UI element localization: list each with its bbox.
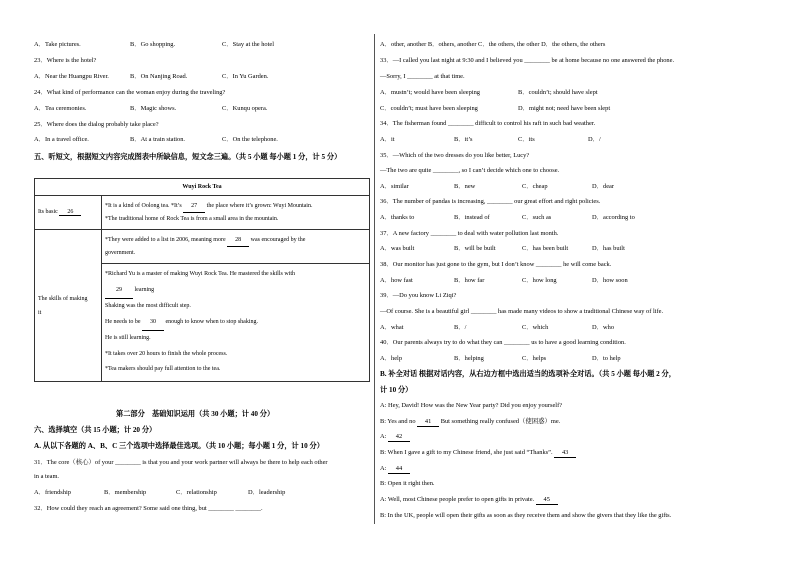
list-line-1 bbox=[105, 234, 366, 247]
dialog-line-6: B: Open it right then. bbox=[380, 480, 435, 487]
table-row-list-content bbox=[102, 230, 370, 264]
q33-stem: 33．—I called you last night at 9:30 and I believed you ________ be at home because no one answered the phone. bbox=[380, 57, 675, 64]
q31-option-a: A．friendship bbox=[34, 489, 71, 496]
dialog-line-7a: A: Well, most Chinese people prefer to open gifts in private. bbox=[380, 496, 536, 503]
blank-44[interactable]: 44 bbox=[388, 465, 410, 474]
q40-option-c: C．helps bbox=[522, 355, 547, 362]
q39-stem-2: —Of course. She is a beautiful girl ________ has made many videos to show a traditional Chinese way of life. bbox=[380, 308, 664, 315]
q33-option-a: A．mustn’t; would have been sleeping bbox=[380, 89, 480, 96]
table-row-basic-label bbox=[35, 196, 102, 230]
q37-option-c: C．has been built bbox=[522, 245, 569, 252]
q39-option-c: C．which bbox=[522, 324, 549, 331]
q36-option-b: B．instead of bbox=[454, 214, 490, 221]
skills-line-2b: learning bbox=[133, 286, 155, 293]
section-a-heading: A. 从以下各题的 A、B、C 三个选项中选择最佳选项。（共 10 小题；每小题 1 分，计 10 分） bbox=[34, 442, 324, 450]
dialog-line-2 bbox=[380, 418, 560, 427]
q31-option-c: C．relationship bbox=[176, 489, 217, 496]
table-row-skills-label bbox=[35, 230, 102, 382]
skills-label-1: The skills of making bbox=[38, 295, 88, 302]
q36-option-c: C．such as bbox=[522, 214, 552, 221]
q25-option-c: C．On the telephone. bbox=[222, 136, 278, 143]
q36-stem: 36．The number of pandas is increasing, ________ our great effort and right policies. bbox=[380, 198, 601, 205]
q22-option-a: A．Take pictures. bbox=[34, 41, 81, 48]
skills-line-4b: enough to know when to stop shaking. bbox=[164, 318, 258, 325]
section-b-heading: B. 补全对话 根据对话内容，从右边方框中选出适当的选项补全对话。（共 5 小题 每小题 2 分， bbox=[380, 370, 676, 378]
skills-line-1: *Richard Yu is a master of making Wuyi Rock Tea. He mastered the skills with bbox=[105, 270, 296, 277]
q32-stem: 32．How could they reach an agreement? Some said one thing, but ________ ________. bbox=[34, 505, 263, 512]
skills-line-4a: He needs to be bbox=[105, 318, 142, 325]
table-row-skills-content bbox=[102, 264, 370, 382]
q31-option-d: D．leadership bbox=[248, 489, 286, 496]
dialog-line-4a: B: When I gave a gift to my Chinese friend, she just said “Thanks”. bbox=[380, 449, 555, 456]
q33-option-b: B．couldn’t; should have slept bbox=[518, 89, 598, 96]
section-b-heading-2: 计 10 分） bbox=[380, 386, 413, 394]
q34-stem: 34．The fisherman found ________ difficult to control his raft in such bad weather. bbox=[380, 120, 596, 127]
q25-option-b: B．At a train station. bbox=[130, 136, 186, 143]
q35-option-d: D．dear bbox=[592, 183, 615, 190]
dialog-line-2a: B: Yes and no bbox=[380, 418, 418, 425]
blank-28[interactable]: 28 bbox=[227, 234, 249, 247]
dialog-line-8: B: In the UK, people will open their gifts as soon as they receive them and show the givers that they like the gifts. bbox=[380, 512, 672, 519]
q34-option-d: D．/ bbox=[588, 136, 601, 143]
q38-option-c: C．how long bbox=[522, 277, 557, 284]
q23-option-a: A．Near the Huangpu River. bbox=[34, 73, 109, 80]
q35-stem-2: —The two are quite ________, so I can’t decide which one to choose. bbox=[380, 167, 560, 174]
dialog-line-7 bbox=[380, 496, 558, 505]
q31-option-b: B．membership bbox=[104, 489, 147, 496]
q35-option-a: A．similar bbox=[380, 183, 409, 190]
q35-stem: 35．—Which of the two dresses do you like better, Lucy? bbox=[380, 152, 530, 159]
blank-27[interactable]: 27 bbox=[183, 200, 205, 213]
q34-option-b: B．it’s bbox=[454, 136, 473, 143]
table-title: Wuyi Rock Tea bbox=[35, 179, 370, 196]
q24-option-b: B．Magic shows. bbox=[130, 105, 177, 112]
section-6-heading: 六、选择填空（共 15 小题；计 20 分） bbox=[34, 426, 157, 434]
q40-stem: 40．Our parents always try to do what they can ________ us to have a good learning condition. bbox=[380, 339, 626, 346]
q22-option-b: B．Go shopping. bbox=[130, 41, 176, 48]
q31-stem: 31．The core（核心）of your ________ is that you and your work partner will always be there to help each other bbox=[34, 459, 328, 466]
dialog-line-2b: But something really confused（使困惑）me. bbox=[439, 418, 561, 425]
q24-option-a: A．Tea ceremonies. bbox=[34, 105, 87, 112]
q32-options: A．other, another B．others, another C．the others, the other D．the others, the others bbox=[380, 41, 606, 48]
list-line-1a: *They were added to a list in 2006, meaning more bbox=[105, 237, 228, 243]
q36-option-d: D．according to bbox=[592, 214, 635, 221]
skills-line-6: *It takes over 20 hours to finish the whole process. bbox=[105, 350, 228, 357]
q35-option-c: C．cheap bbox=[522, 183, 548, 190]
q40-option-a: A．help bbox=[380, 355, 403, 362]
skills-label-2: it bbox=[38, 309, 42, 316]
blank-42[interactable]: 42 bbox=[388, 433, 410, 442]
basic-line-1 bbox=[105, 200, 366, 213]
dialog-line-5a: A: bbox=[380, 465, 388, 472]
blank-26[interactable]: 26 bbox=[59, 209, 81, 216]
q35-option-b: B．new bbox=[454, 183, 476, 190]
q39-stem: 39．—Do you know Li Ziqi? bbox=[380, 292, 457, 299]
blank-29[interactable]: 29 bbox=[105, 283, 133, 300]
wuyi-tea-table bbox=[34, 178, 370, 382]
q31-stem-cont: in a team. bbox=[34, 473, 60, 480]
dialog-line-1: A: Hey, David! How was the New Year party? Did you enjoy yourself? bbox=[380, 402, 563, 409]
q23-stem: 23．Where is the hotel? bbox=[34, 57, 97, 64]
q34-option-a: A．it bbox=[380, 136, 395, 143]
dialog-line-4 bbox=[380, 449, 576, 458]
skills-line-2 bbox=[105, 283, 366, 300]
skills-line-7: *Tea makers should pay full attention to the tea. bbox=[105, 366, 221, 373]
q40-option-d: D．to help bbox=[592, 355, 621, 362]
blank-41[interactable]: 41 bbox=[417, 418, 439, 427]
q39-option-a: A．what bbox=[380, 324, 404, 331]
dialog-line-5 bbox=[380, 465, 410, 474]
q25-stem: 25．Where does the dialog probably take place? bbox=[34, 121, 159, 128]
basic-line-1a: *It is a kind of Oolong tea. *It’s bbox=[105, 203, 184, 209]
basic-line-1b: the place where it’s grown: Wuyi Mountain. bbox=[205, 203, 313, 209]
q37-stem: 37．A new factory ________ to deal with water pollution last month. bbox=[380, 230, 559, 237]
skills-line-3: Shaking was the most difficult step. bbox=[105, 303, 191, 310]
q23-option-c: C．In Yu Garden. bbox=[222, 73, 269, 80]
skills-line-5: He is still learning. bbox=[105, 335, 151, 342]
q22-option-c: C．Stay at the hotel bbox=[222, 41, 275, 48]
q23-option-b: B．On Nanjing Road. bbox=[130, 73, 188, 80]
list-line-1b: was encouraged by the bbox=[249, 237, 306, 243]
blank-45[interactable]: 45 bbox=[536, 496, 558, 505]
q38-option-a: A．how fast bbox=[380, 277, 413, 284]
q37-option-d: D．has built bbox=[592, 245, 625, 252]
skills-line-4 bbox=[105, 315, 366, 332]
q34-option-c: C．its bbox=[518, 136, 535, 143]
q37-option-b: B．will be built bbox=[454, 245, 496, 252]
dialog-line-3 bbox=[380, 433, 410, 442]
list-line-2: government. bbox=[105, 250, 136, 256]
q33-option-d: D．might not; need have been slept bbox=[518, 105, 611, 112]
q39-option-d: D．who bbox=[592, 324, 615, 331]
q38-stem: 38．Our monitor has just gone to the gym, but I don’t know ________ he will come back. bbox=[380, 261, 612, 268]
part-2-heading: 第二部分 基础知识运用（共 30 小题；计 40 分） bbox=[116, 410, 275, 418]
q25-option-a: A．In a travel office. bbox=[34, 136, 89, 143]
q33-stem-2: —Sorry, I ________ at that time. bbox=[380, 73, 465, 80]
table-row-basic-content bbox=[102, 196, 370, 230]
q33-option-c: C．couldn’t; must have been sleeping bbox=[380, 105, 478, 112]
section-5-heading: 五、听短文，根据短文内容完成图表中所缺信息，短文念三遍。（共 5 小题 每小题 1 分，计 5 分） bbox=[34, 153, 342, 161]
column-divider bbox=[374, 34, 375, 524]
q38-option-d: D．how soon bbox=[592, 277, 628, 284]
q38-option-b: B．how far bbox=[454, 277, 485, 284]
q36-option-a: A．thanks to bbox=[380, 214, 415, 221]
q40-option-b: B．helping bbox=[454, 355, 484, 362]
basic-line-2: *The traditional home of Rock Tea is from a small area in the mountain. bbox=[105, 216, 279, 222]
q37-option-a: A．was built bbox=[380, 245, 415, 252]
q24-option-c: C．Kunqu opera. bbox=[222, 105, 268, 112]
q39-option-b: B．/ bbox=[454, 324, 467, 331]
blank-43[interactable]: 43 bbox=[554, 449, 576, 458]
basic-label-text: Its basic bbox=[38, 209, 60, 215]
dialog-line-3a: A: bbox=[380, 433, 388, 440]
blank-30[interactable]: 30 bbox=[142, 315, 164, 332]
q24-stem: 24．What kind of performance can the woman enjoy during the traveling? bbox=[34, 89, 226, 96]
